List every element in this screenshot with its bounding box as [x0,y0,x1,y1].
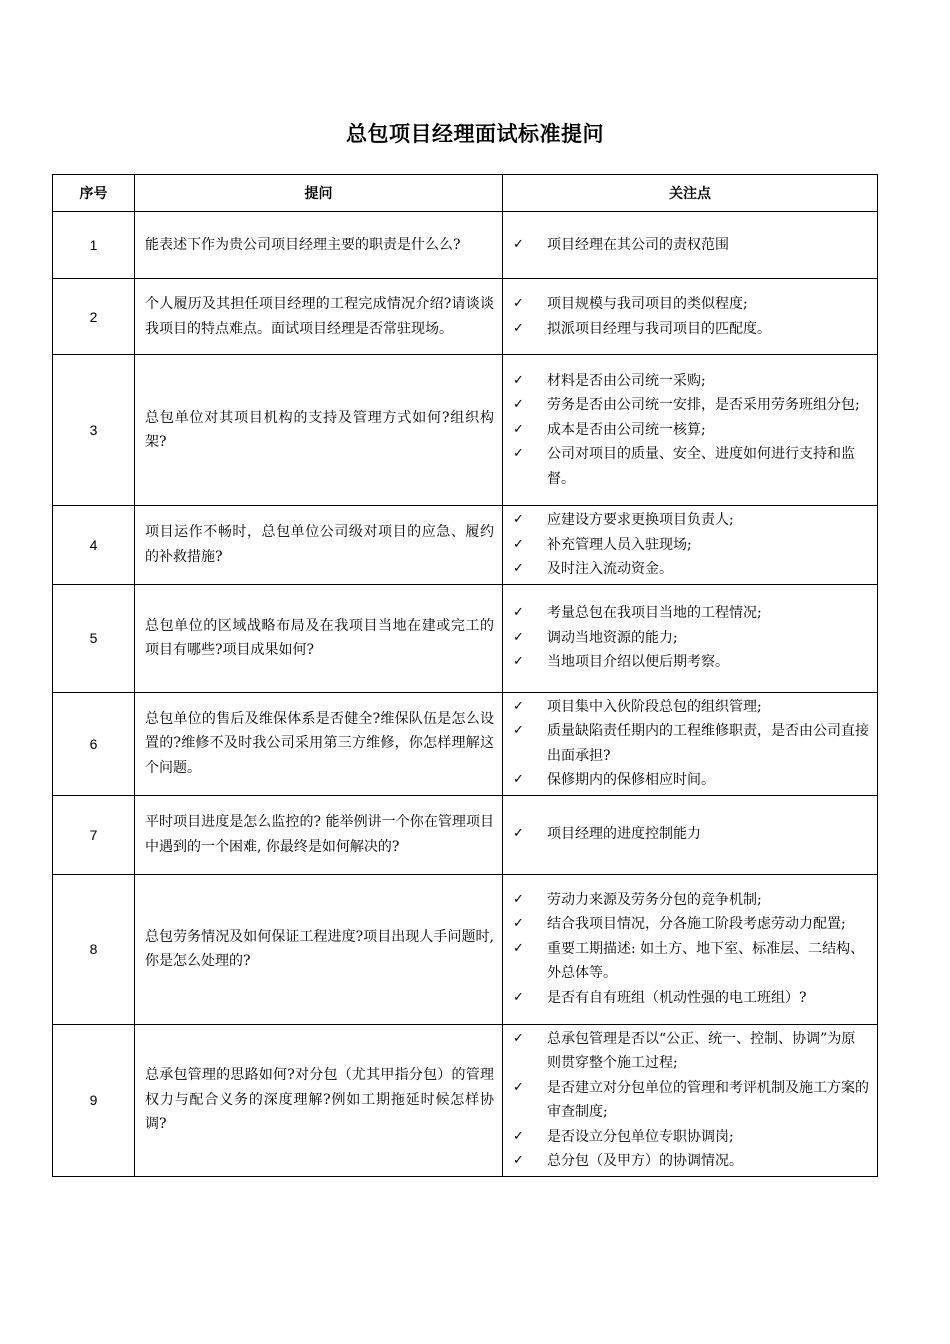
focus-point-item [511,601,869,626]
table-row [53,584,878,692]
focus-points-list [511,292,869,341]
focus-point-text: 劳动力来源及劳务分包的竞争机制; [547,891,762,908]
focus-point-text: 项目规模与我司项目的类似程度; [547,296,748,312]
focus-point-item [511,912,869,937]
question-text: 总包劳务情况及如何保证工程进度?项目出现人手问题时, 你是怎么处理的? [135,874,503,1024]
focus-point-item [511,317,869,342]
focus-point-item [511,695,869,720]
focus-points-cell [503,506,878,585]
row-number: 2 [53,279,135,355]
table-row [53,355,878,506]
focus-point-text: 是否有自有班组（机动性强的电工班组）? [547,989,807,1006]
focus-point-text: 应建设方要求更换项目负责人; [547,512,734,528]
focus-points-list [511,822,869,847]
question-text: 总包单位的售后及维保体系是否健全?维保队伍是怎么设置的?维修不及时我公司采用第三方维修，你怎样理解这个问题。 [135,692,503,795]
checkmark-icon: ✓ [513,372,524,388]
focus-point-item [511,986,869,1011]
checkmark-icon: ✓ [513,512,524,527]
document-title: 总包项目经理面试标准提问 [346,122,604,146]
focus-point-text: 补充管理人员入驻现场; [547,536,692,553]
checkmark-icon: ✓ [513,536,524,552]
focus-points-list [511,233,869,258]
table-row [53,692,878,795]
question-text: 项目运作不畅时，总包单位公司级对项目的应急、履约的补救措施? [135,506,503,585]
question-text: 总包单位的区域战略布局及在我项目当地在建或完工的项目有哪些?项目成果如何? [135,584,503,692]
focus-points-cell [503,279,878,355]
focus-point-item [511,292,869,317]
focus-point-item [511,937,869,986]
checkmark-icon: ✓ [513,561,524,576]
focus-point-text: 总承包管理是否以“公正、统一、控制、协调”为原则贯穿整个施工过程; [547,1030,856,1071]
focus-point-text: 拟派项目经理与我司项目的匹配度。 [547,320,771,337]
focus-point-item [511,442,869,491]
focus-point-item [511,822,869,847]
checkmark-icon: ✓ [513,826,524,842]
focus-point-item [511,719,869,768]
focus-points-list [511,601,869,675]
checkmark-icon: ✓ [513,1030,524,1046]
focus-point-text: 及时注入流动资金。 [547,561,673,577]
focus-point-text: 项目经理的进度控制能力 [547,826,701,843]
focus-points-list [511,369,869,492]
focus-points-list [511,695,869,793]
focus-point-item [511,557,869,582]
checkmark-icon: ✓ [513,723,524,738]
focus-point-text: 项目经理在其公司的责权范围 [547,236,729,253]
focus-points-list [511,1027,869,1174]
focus-point-item [511,768,869,793]
focus-points-cell [503,212,878,279]
focus-point-item [511,1149,869,1174]
focus-point-item [511,369,869,394]
checkmark-icon: ✓ [513,1153,524,1168]
focus-points-list [511,888,869,1011]
row-number: 8 [53,874,135,1024]
focus-point-text: 保修期内的保修相应时间。 [547,772,715,788]
header-focus-points: 关注点 [503,175,878,212]
checkmark-icon: ✓ [513,772,524,787]
focus-point-text: 是否建立对分包单位的管理和考评机制及施工方案的审查制度; [547,1079,869,1120]
question-text: 能表述下作为贵公司项目经理主要的职责是什么么? [135,212,503,279]
checkmark-icon: ✓ [513,397,524,413]
checkmark-icon: ✓ [513,916,524,932]
focus-point-item [511,508,869,533]
question-text: 总包单位对其项目机构的支持及管理方式如何?组织构架? [135,355,503,506]
focus-point-item [511,533,869,558]
focus-point-item [511,1027,869,1076]
checkmark-icon: ✓ [513,296,524,311]
question-text: 平时项目进度是怎么监控的? 能举例讲一个你在管理项目中遇到的一个困难, 你最终是如何解决的? [135,795,503,874]
focus-points-list [511,508,869,582]
focus-point-item [511,626,869,651]
checkmark-icon: ✓ [513,605,524,621]
focus-point-item [511,650,869,675]
checkmark-icon: ✓ [513,698,524,714]
table-header-row [53,175,878,212]
table-body [53,212,878,1177]
focus-point-text: 是否设立分包单位专职协调岗; [547,1128,734,1145]
focus-points-cell [503,795,878,874]
row-number: 4 [53,506,135,585]
table-row [53,506,878,585]
checkmark-icon: ✓ [513,891,524,907]
row-number: 5 [53,584,135,692]
focus-point-item [511,888,869,913]
focus-points-cell [503,355,878,506]
focus-points-cell [503,1024,878,1176]
row-number: 7 [53,795,135,874]
focus-point-text: 劳务是否由公司统一安排，是否采用劳务班组分包; [547,397,860,414]
checkmark-icon: ✓ [513,421,524,437]
focus-points-cell [503,584,878,692]
focus-point-item [511,233,869,258]
checkmark-icon: ✓ [513,654,524,670]
question-text: 总承包管理的思路如何?对分包（尤其甲指分包）的管理权力与配合义务的深度理解?例如工期拖延时候怎样协调? [135,1024,503,1176]
focus-point-text: 质量缺陷责任期内的工程维修职责，是否由公司直接出面承担? [547,723,869,764]
focus-points-cell [503,692,878,795]
focus-point-text: 成本是否由公司统一核算; [547,421,706,438]
question-text: 个人履历及其担任项目经理的工程完成情况介绍?请谈谈我项目的特点难点。面试项目经理是否常驻现场。 [135,279,503,355]
focus-point-text: 项目集中入伙阶段总包的组织管理; [547,698,762,715]
focus-point-item [511,1076,869,1125]
checkmark-icon: ✓ [513,236,524,252]
row-number: 9 [53,1024,135,1176]
table-row [53,1024,878,1176]
checkmark-icon: ✓ [513,1128,524,1144]
focus-points-cell [503,874,878,1024]
header-question: 提问 [135,175,503,212]
checkmark-icon: ✓ [513,1079,524,1095]
focus-point-text: 公司对项目的质量、安全、进度如何进行支持和监督。 [547,446,855,487]
table-row [53,874,878,1024]
row-number: 3 [53,355,135,506]
focus-point-text: 重要工期描述: 如土方、地下室、标准层、二结构、外总体等。 [547,940,865,982]
focus-point-text: 总分包（及甲方）的协调情况。 [547,1153,743,1169]
focus-point-text: 材料是否由公司统一采购; [547,372,706,389]
focus-point-item [511,418,869,443]
checkmark-icon: ✓ [513,446,524,462]
table-row [53,212,878,279]
table-row [53,795,878,874]
focus-point-item [511,1125,869,1150]
focus-point-text: 考量总包在我项目当地的工程情况; [547,605,762,622]
interview-questions-table [52,174,878,1177]
checkmark-icon: ✓ [513,989,524,1005]
row-number: 1 [53,212,135,279]
checkmark-icon: ✓ [513,320,524,336]
focus-point-text: 结合我项目情况，分各施工阶段考虑劳动力配置; [547,916,846,933]
header-number: 序号 [53,175,135,212]
checkmark-icon: ✓ [513,940,524,956]
focus-point-text: 当地项目介绍以便后期考察。 [547,654,729,671]
row-number: 6 [53,692,135,795]
focus-point-text: 调动当地资源的能力; [547,629,678,646]
checkmark-icon: ✓ [513,629,524,645]
table-row [53,279,878,355]
focus-point-item [511,393,869,418]
